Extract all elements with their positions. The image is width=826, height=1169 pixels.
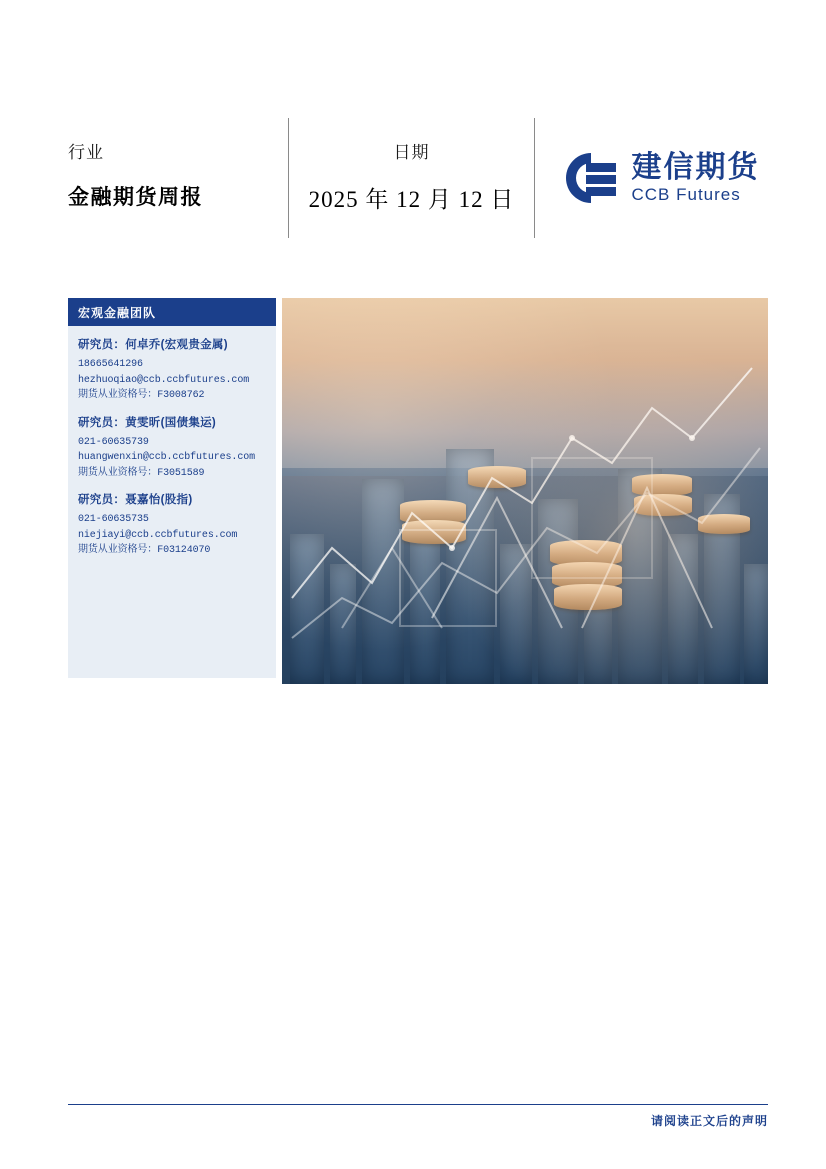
industry-value: 金融期货周报 [68, 186, 203, 209]
analyst-email: niejiayi@ccb.ccbfutures.com [78, 529, 238, 541]
footer-disclaimer: 请阅读正文后的声明 [650, 1114, 768, 1128]
analyst-license: 期货从业资格号：F3008762 [78, 390, 205, 401]
analyst-entry [68, 404, 276, 482]
analyst-entry [68, 326, 276, 404]
cover-line-chart-overlay [282, 298, 768, 684]
analyst-info-panel [68, 298, 276, 678]
industry-column [68, 118, 288, 238]
analyst-phone: 021-60635735 [78, 514, 149, 525]
analyst-email: huangwenxin@ccb.ccbfutures.com [78, 452, 256, 463]
logo-text-block [632, 152, 760, 204]
date-label: 日期 [393, 143, 430, 162]
date-value: 2025 年 12 月 12 日 [308, 187, 515, 212]
logo-column [535, 118, 768, 238]
analyst-name: 研究员：聂嘉怡(股指) [78, 494, 193, 506]
analyst-name: 研究员：黄雯昕(国债集运) [78, 416, 217, 429]
document-header [68, 118, 768, 238]
industry-label: 行业 [68, 143, 104, 162]
cover-image [282, 298, 768, 684]
analyst-name: 研究员：何卓乔(宏观贵金属) [78, 339, 228, 351]
logo-english-name: CCB Futures [631, 185, 741, 205]
analyst-phone: 18665641296 [78, 359, 143, 370]
logo-chinese-name: 建信期货 [631, 150, 760, 184]
footer-divider [68, 1104, 768, 1105]
company-logo [562, 149, 760, 207]
analyst-license: 期货从业资格号：F03124070 [78, 545, 211, 556]
team-title: 宏观金融团队 [68, 298, 276, 326]
analyst-email: hezhuoqiao@ccb.ccbfutures.com [78, 374, 250, 386]
ccb-logo-icon [562, 149, 620, 207]
analyst-phone: 021-60635739 [78, 436, 149, 448]
analyst-license: 期货从业资格号：F3051589 [78, 467, 205, 479]
analyst-entry [68, 481, 276, 559]
date-column [289, 118, 534, 238]
